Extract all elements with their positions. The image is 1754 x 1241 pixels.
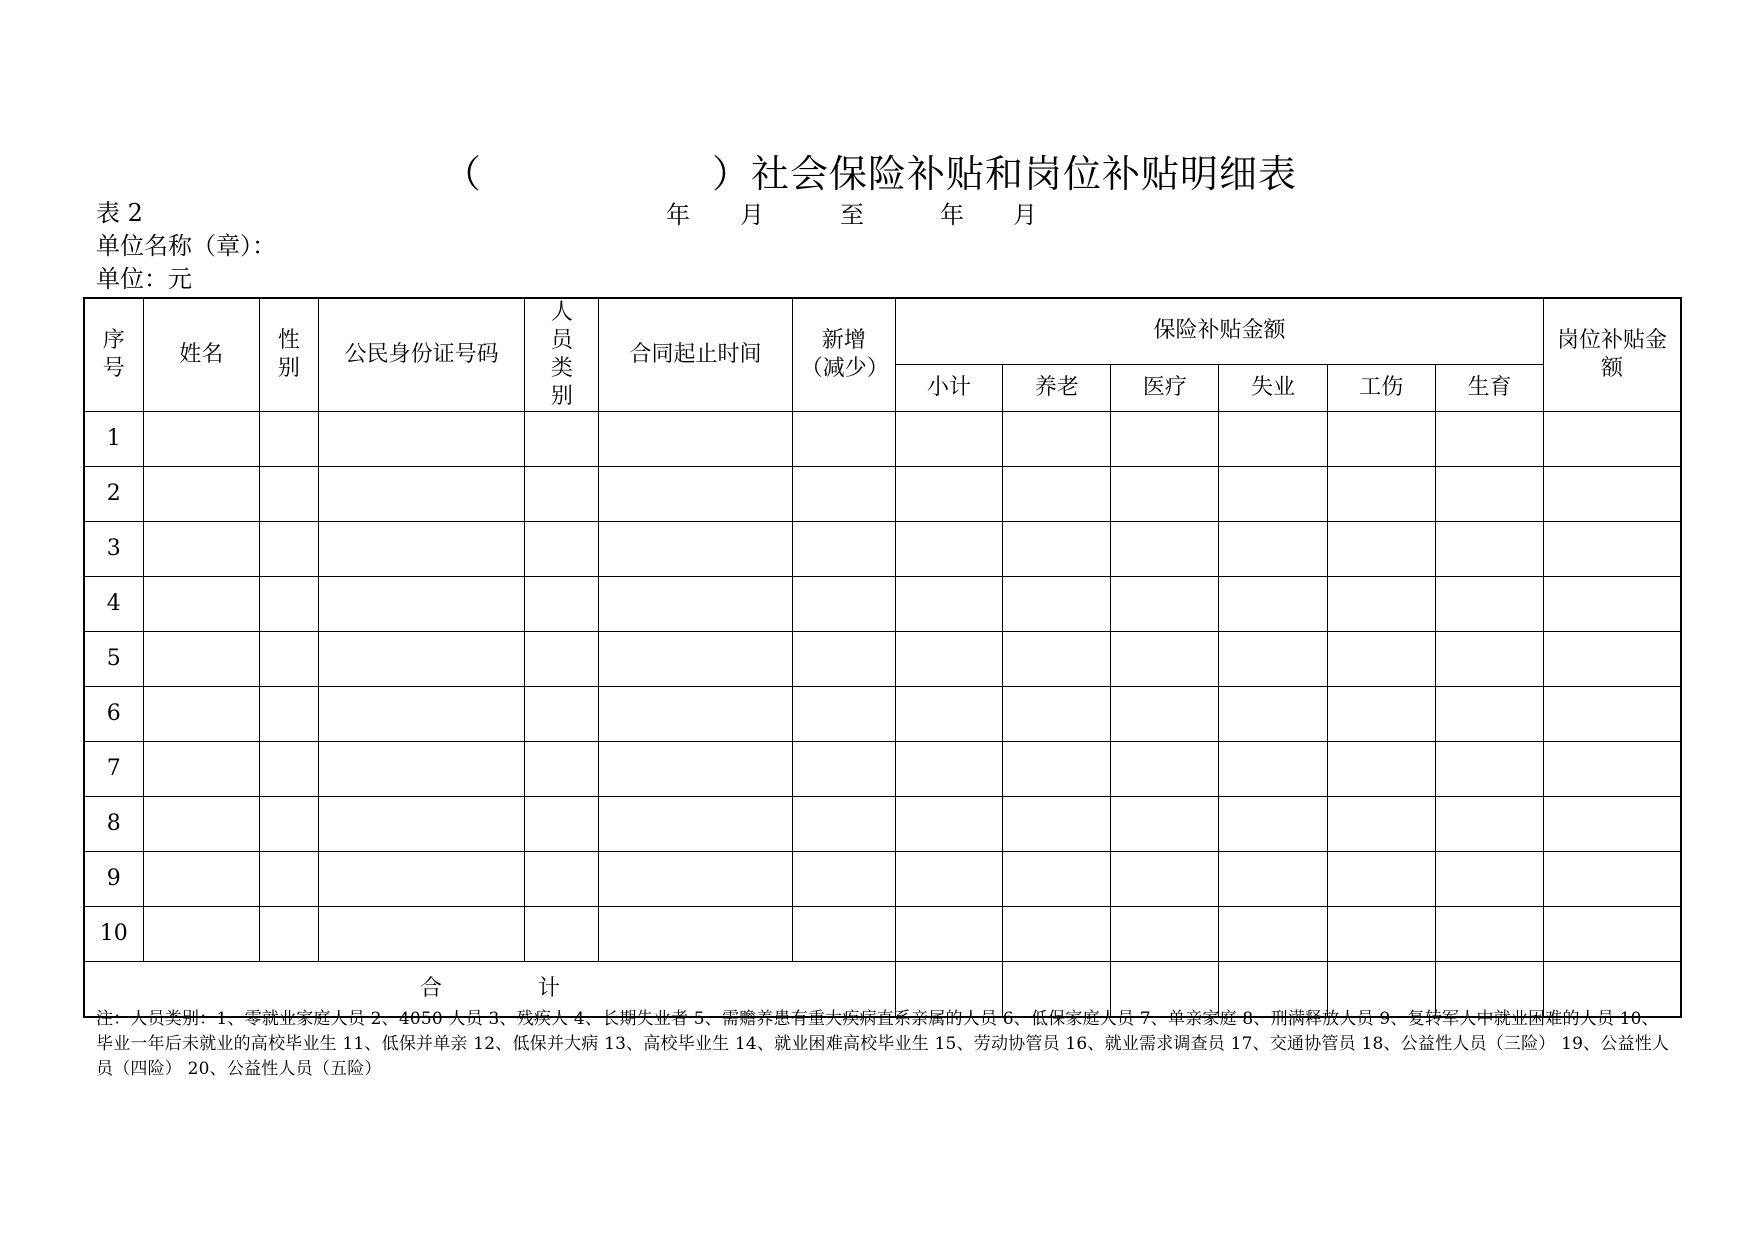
title-text: ）社会保险补贴和岗位补贴明细表 bbox=[712, 152, 1298, 196]
table-cell[interactable] bbox=[599, 577, 792, 632]
subsidy-detail-table bbox=[83, 297, 1682, 1018]
table-cell[interactable] bbox=[1435, 577, 1543, 632]
table-row bbox=[84, 632, 1681, 687]
table-row bbox=[84, 742, 1681, 797]
table-cell[interactable] bbox=[1003, 632, 1111, 687]
table-cell[interactable] bbox=[1003, 412, 1111, 467]
table-cell[interactable] bbox=[1435, 907, 1543, 962]
table-cell[interactable] bbox=[792, 577, 895, 632]
table-cell[interactable] bbox=[792, 412, 895, 467]
table-cell[interactable] bbox=[1111, 687, 1219, 742]
table-cell[interactable] bbox=[1435, 412, 1543, 467]
table-cell[interactable] bbox=[1111, 412, 1219, 467]
table-cell[interactable] bbox=[318, 742, 524, 797]
header-name: 姓名 bbox=[143, 298, 259, 412]
table-cell[interactable] bbox=[1219, 852, 1327, 907]
table-cell[interactable] bbox=[792, 852, 895, 907]
table-cell[interactable] bbox=[792, 522, 895, 577]
table-cell[interactable] bbox=[599, 907, 792, 962]
table-cell[interactable] bbox=[318, 522, 524, 577]
table-row bbox=[84, 797, 1681, 852]
table-cell[interactable] bbox=[1327, 467, 1435, 522]
table-cell[interactable] bbox=[599, 522, 792, 577]
table-cell[interactable] bbox=[1327, 577, 1435, 632]
table-cell[interactable] bbox=[1003, 852, 1111, 907]
table-cell[interactable] bbox=[1544, 742, 1681, 797]
table-row bbox=[84, 412, 1681, 467]
table-cell[interactable] bbox=[259, 742, 318, 797]
period-month-end: 月 bbox=[1013, 201, 1037, 229]
table-cell[interactable] bbox=[1544, 852, 1681, 907]
table-row bbox=[84, 687, 1681, 742]
table-cell[interactable] bbox=[895, 742, 1002, 797]
row-number: 1 bbox=[84, 412, 143, 467]
table-cell[interactable] bbox=[1435, 797, 1543, 852]
table-cell[interactable] bbox=[259, 797, 318, 852]
table-cell[interactable] bbox=[143, 412, 259, 467]
table-cell[interactable] bbox=[1435, 467, 1543, 522]
table-cell[interactable] bbox=[143, 687, 259, 742]
table-cell[interactable] bbox=[895, 412, 1002, 467]
table-row bbox=[84, 522, 1681, 577]
table-cell[interactable] bbox=[1111, 577, 1219, 632]
table-cell[interactable] bbox=[1111, 907, 1219, 962]
table-cell[interactable] bbox=[318, 632, 524, 687]
table-cell[interactable] bbox=[599, 852, 792, 907]
table-cell[interactable] bbox=[143, 577, 259, 632]
header-medical: 医疗 bbox=[1111, 364, 1219, 411]
table-cell[interactable] bbox=[1544, 797, 1681, 852]
table-cell[interactable] bbox=[318, 907, 524, 962]
table-cell[interactable] bbox=[143, 742, 259, 797]
table-cell[interactable] bbox=[1219, 632, 1327, 687]
table-cell[interactable] bbox=[1003, 467, 1111, 522]
table-cell[interactable] bbox=[895, 467, 1002, 522]
header-injury: 工伤 bbox=[1327, 364, 1435, 411]
table-cell[interactable] bbox=[1219, 522, 1327, 577]
table-cell[interactable] bbox=[792, 742, 895, 797]
table-cell[interactable] bbox=[259, 467, 318, 522]
header-contract-period: 合同起止时间 bbox=[599, 298, 792, 412]
period-month-start: 月 bbox=[740, 201, 764, 229]
table-cell[interactable] bbox=[143, 852, 259, 907]
table-cell[interactable] bbox=[525, 907, 599, 962]
table-cell[interactable] bbox=[318, 467, 524, 522]
unit-name-label: 单位名称（章）： bbox=[96, 232, 276, 260]
table-cell[interactable] bbox=[599, 742, 792, 797]
table-cell[interactable] bbox=[525, 467, 599, 522]
table-cell[interactable] bbox=[1327, 687, 1435, 742]
table-cell[interactable] bbox=[525, 577, 599, 632]
table-cell[interactable] bbox=[1219, 797, 1327, 852]
table-cell[interactable] bbox=[1219, 412, 1327, 467]
row-number: 7 bbox=[84, 742, 143, 797]
table-cell[interactable] bbox=[895, 852, 1002, 907]
header-gender: 性别 bbox=[259, 298, 318, 412]
header-id-number: 公民身份证号码 bbox=[318, 298, 524, 412]
table-cell[interactable] bbox=[1435, 852, 1543, 907]
table-cell[interactable] bbox=[1003, 522, 1111, 577]
row-number: 3 bbox=[84, 522, 143, 577]
row-number: 5 bbox=[84, 632, 143, 687]
table-cell[interactable] bbox=[1327, 742, 1435, 797]
table-cell[interactable] bbox=[1219, 577, 1327, 632]
table-cell[interactable] bbox=[1544, 907, 1681, 962]
table-cell[interactable] bbox=[1435, 632, 1543, 687]
table-cell[interactable] bbox=[1219, 687, 1327, 742]
table-cell[interactable] bbox=[599, 632, 792, 687]
table-cell[interactable] bbox=[525, 632, 599, 687]
table-cell[interactable] bbox=[259, 412, 318, 467]
header-subtotal: 小计 bbox=[895, 364, 1002, 411]
table-cell[interactable] bbox=[1435, 742, 1543, 797]
table-cell[interactable] bbox=[525, 797, 599, 852]
header-seq: 序号 bbox=[84, 298, 143, 412]
table-cell[interactable] bbox=[143, 907, 259, 962]
table-cell[interactable] bbox=[318, 797, 524, 852]
table-cell[interactable] bbox=[525, 522, 599, 577]
table-cell[interactable] bbox=[318, 412, 524, 467]
table-cell[interactable] bbox=[1327, 907, 1435, 962]
table-cell[interactable] bbox=[792, 797, 895, 852]
table-cell[interactable] bbox=[895, 577, 1002, 632]
period-to: 至 bbox=[840, 201, 864, 229]
table-cell[interactable] bbox=[1111, 852, 1219, 907]
table-cell[interactable] bbox=[895, 797, 1002, 852]
row-number: 9 bbox=[84, 852, 143, 907]
table-cell[interactable] bbox=[525, 687, 599, 742]
table-cell[interactable] bbox=[318, 687, 524, 742]
table-number: 表 2 bbox=[96, 199, 143, 227]
table-cell[interactable] bbox=[895, 687, 1002, 742]
table-cell[interactable] bbox=[1544, 577, 1681, 632]
table-cell[interactable] bbox=[1219, 742, 1327, 797]
table-cell[interactable] bbox=[599, 412, 792, 467]
table-cell[interactable] bbox=[143, 467, 259, 522]
table-cell[interactable] bbox=[259, 852, 318, 907]
table-cell[interactable] bbox=[1544, 522, 1681, 577]
table-cell[interactable] bbox=[143, 522, 259, 577]
table-cell[interactable] bbox=[1111, 742, 1219, 797]
table-cell[interactable] bbox=[1327, 632, 1435, 687]
row-number: 2 bbox=[84, 467, 143, 522]
table-cell[interactable] bbox=[259, 687, 318, 742]
header-person-type: 人员类别 bbox=[525, 298, 599, 412]
table-cell[interactable] bbox=[525, 852, 599, 907]
table-cell[interactable] bbox=[895, 522, 1002, 577]
table-cell[interactable] bbox=[143, 632, 259, 687]
table-cell[interactable] bbox=[1544, 632, 1681, 687]
table-row bbox=[84, 577, 1681, 632]
table-cell[interactable] bbox=[259, 577, 318, 632]
header-insurance-group: 保险补贴金额 bbox=[895, 298, 1543, 364]
header-new-added: 新增（减少） bbox=[792, 298, 895, 412]
table-cell[interactable] bbox=[318, 577, 524, 632]
table-cell[interactable] bbox=[1219, 907, 1327, 962]
table-row bbox=[84, 467, 1681, 522]
page-title bbox=[0, 148, 1754, 200]
header-pension: 养老 bbox=[1003, 364, 1111, 411]
header-unemployment: 失业 bbox=[1219, 364, 1327, 411]
table-cell[interactable] bbox=[1435, 687, 1543, 742]
table-cell[interactable] bbox=[1544, 412, 1681, 467]
total-label-part: 计 bbox=[537, 975, 560, 1001]
table-cell[interactable] bbox=[1435, 522, 1543, 577]
table-cell[interactable] bbox=[1003, 577, 1111, 632]
table-row bbox=[84, 852, 1681, 907]
table-cell[interactable] bbox=[1544, 687, 1681, 742]
table-cell[interactable] bbox=[792, 632, 895, 687]
table-cell[interactable] bbox=[1327, 852, 1435, 907]
table-cell[interactable] bbox=[1111, 467, 1219, 522]
period-year-end: 年 bbox=[940, 201, 964, 229]
table-cell[interactable] bbox=[525, 412, 599, 467]
table-cell[interactable] bbox=[792, 907, 895, 962]
table-cell[interactable] bbox=[792, 687, 895, 742]
row-number: 4 bbox=[84, 577, 143, 632]
table-cell[interactable] bbox=[1003, 742, 1111, 797]
table-cell[interactable] bbox=[259, 522, 318, 577]
table-cell[interactable] bbox=[1327, 522, 1435, 577]
table-cell[interactable] bbox=[1003, 797, 1111, 852]
table-cell[interactable] bbox=[895, 632, 1002, 687]
table-cell[interactable] bbox=[895, 907, 1002, 962]
period-year-start: 年 bbox=[666, 201, 690, 229]
table-cell[interactable] bbox=[1003, 687, 1111, 742]
table-cell[interactable] bbox=[1003, 907, 1111, 962]
table-cell[interactable] bbox=[259, 907, 318, 962]
table-cell[interactable] bbox=[525, 742, 599, 797]
footnote: 注：人员类别：1、零就业家庭人员 2、4050 人员 3、残疾人 4、长期失业者 5、需赡养患有重大疾病直系亲属的人员 6、低保家庭人员 7、单亲家庭 8、刑满释放人员 9、复转军人中就业困难的人员 10、毕业一年后未就业的高校毕业生 11、低保并单亲 12、低保并大病 13、高校毕业生 14、就业困难高校毕业生 15、劳动协管员 16、就业需求调查员 17、交通协管员 18、公益性人员（三险） 19、公益性人员（四险） 20、公益性人员（五险） bbox=[96, 1009, 1670, 1079]
table-cell[interactable] bbox=[599, 467, 792, 522]
unit-label: 单位：元 bbox=[96, 265, 192, 293]
table-cell[interactable] bbox=[1327, 797, 1435, 852]
table-cell[interactable] bbox=[318, 852, 524, 907]
table-cell[interactable] bbox=[143, 797, 259, 852]
header-maternity: 生育 bbox=[1435, 364, 1543, 411]
table-cell[interactable] bbox=[1219, 467, 1327, 522]
table-cell[interactable] bbox=[1327, 412, 1435, 467]
table-cell[interactable] bbox=[1111, 797, 1219, 852]
total-label-part: 合 bbox=[419, 975, 442, 1001]
table-cell[interactable] bbox=[599, 797, 792, 852]
table-cell[interactable] bbox=[1111, 632, 1219, 687]
title-open-paren: （ bbox=[443, 152, 482, 196]
table-cell[interactable] bbox=[259, 632, 318, 687]
table-cell[interactable] bbox=[599, 687, 792, 742]
table-cell[interactable] bbox=[792, 467, 895, 522]
row-number: 8 bbox=[84, 797, 143, 852]
row-number: 6 bbox=[84, 687, 143, 742]
table-cell[interactable] bbox=[1111, 522, 1219, 577]
table-row bbox=[84, 907, 1681, 962]
table-cell[interactable] bbox=[1544, 467, 1681, 522]
header-post-subsidy: 岗位补贴金额 bbox=[1544, 298, 1681, 412]
row-number: 10 bbox=[84, 907, 143, 962]
